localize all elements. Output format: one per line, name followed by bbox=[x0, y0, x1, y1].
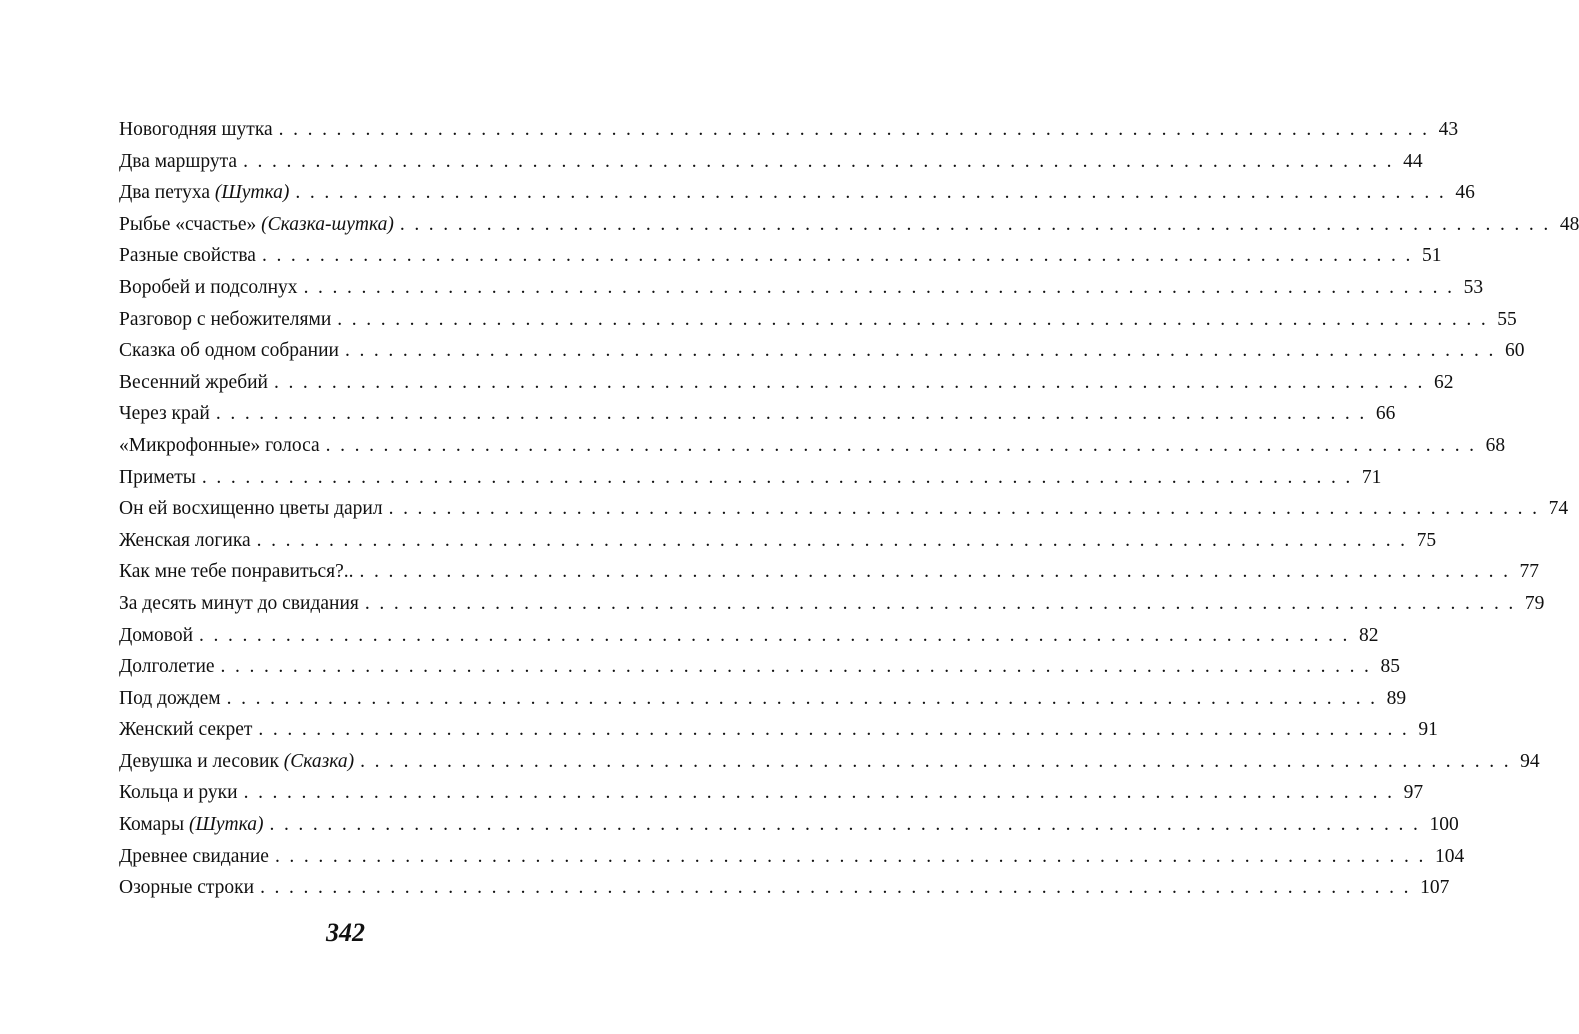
entry-title: Через край bbox=[119, 403, 210, 425]
dot-leader: ................................................................................ bbox=[295, 182, 1454, 204]
dot-leader: ................................................................................ bbox=[325, 434, 1484, 456]
dot-leader: ................................................................................ bbox=[273, 371, 1432, 393]
dot-leader: ................................................................................ bbox=[199, 624, 1358, 646]
toc-entry bbox=[119, 272, 1484, 304]
entry-title: Он ей восхищенно цветы дарил bbox=[119, 498, 383, 520]
entry-page-number: 91 bbox=[1418, 719, 1438, 741]
dot-leader: ................................................................................ bbox=[337, 308, 1496, 330]
toc-entry bbox=[119, 304, 1517, 336]
entry-page-number: 94 bbox=[1520, 750, 1540, 772]
toc-entry bbox=[119, 777, 1424, 809]
toc-entry bbox=[119, 462, 1382, 494]
dot-leader: ................................................................................ bbox=[399, 213, 1558, 235]
entry-subtitle: (Шутка) bbox=[214, 182, 290, 204]
toc-entry bbox=[119, 525, 1437, 557]
entry-subtitle: (Сказка-шутка) bbox=[261, 213, 394, 235]
dot-leader: ................................................................................ bbox=[220, 656, 1379, 678]
entry-subtitle: (Сказка) bbox=[283, 750, 355, 772]
entry-title: Сказка об одном собрании bbox=[119, 340, 339, 362]
toc-entry bbox=[119, 240, 1442, 272]
entry-title: Приметы bbox=[119, 466, 196, 488]
entry-page-number: 68 bbox=[1485, 434, 1506, 456]
entry-title: Озорные строки bbox=[119, 877, 255, 899]
entry-page-number: 55 bbox=[1497, 308, 1517, 330]
entry-page-number: 48 bbox=[1559, 213, 1579, 235]
dot-leader: ................................................................................ bbox=[201, 466, 1360, 488]
entry-page-number: 77 bbox=[1519, 561, 1540, 583]
toc-entry bbox=[119, 367, 1454, 399]
entry-title: Два петуха (Шутка) bbox=[119, 182, 290, 204]
toc-entry bbox=[119, 683, 1407, 715]
toc-entry bbox=[119, 588, 1545, 620]
toc-entry bbox=[119, 651, 1401, 683]
dot-leader: ................................................................................ bbox=[274, 845, 1433, 867]
entry-page-number: 74 bbox=[1548, 498, 1569, 520]
entry-title: Разные свойства bbox=[119, 245, 256, 267]
toc-entry bbox=[119, 430, 1506, 462]
entry-page-number: 66 bbox=[1375, 403, 1396, 425]
entry-page-number: 62 bbox=[1433, 371, 1454, 393]
entry-page-number: 82 bbox=[1359, 624, 1379, 646]
entry-title: Весенний жребий bbox=[119, 371, 268, 393]
dot-leader: ................................................................................ bbox=[261, 245, 1420, 267]
toc-entry bbox=[119, 809, 1459, 841]
page-number: 342 bbox=[326, 918, 365, 947]
entry-page-number: 104 bbox=[1434, 845, 1465, 867]
dot-leader: ................................................................................ bbox=[388, 498, 1547, 520]
dot-leader: ................................................................................ bbox=[269, 814, 1428, 836]
dot-leader: ................................................................................ bbox=[303, 276, 1462, 298]
dot-leader: ................................................................................ bbox=[226, 687, 1385, 709]
entry-title: Женский секрет bbox=[119, 719, 253, 741]
dot-leader: ................................................................................ bbox=[256, 529, 1415, 551]
entry-page-number: 107 bbox=[1420, 877, 1450, 899]
toc-entry bbox=[119, 335, 1525, 367]
entry-page-number: 46 bbox=[1455, 182, 1475, 204]
entry-title: Разговор с небожителями bbox=[119, 308, 332, 330]
entry-subtitle: (Шутка) bbox=[189, 814, 264, 836]
entry-title: Кольца и руки bbox=[119, 782, 238, 804]
dot-leader: ................................................................................ bbox=[360, 750, 1519, 772]
entry-title: Воробей и подсолнух bbox=[119, 276, 298, 298]
dot-leader: ................................................................................ bbox=[278, 119, 1437, 140]
entry-page-number: 97 bbox=[1403, 782, 1424, 804]
dot-leader: ................................................................................ bbox=[364, 592, 1523, 614]
entry-title: Два маршрута bbox=[119, 150, 238, 172]
entry-page-number: 53 bbox=[1463, 276, 1484, 298]
toc-entry bbox=[119, 114, 1459, 146]
entry-title: Древнее свидание bbox=[119, 845, 269, 867]
entry-page-number: 44 bbox=[1403, 150, 1423, 172]
toc-entry bbox=[119, 146, 1423, 178]
entry-page-number: 79 bbox=[1524, 592, 1545, 614]
entry-title: Долголетие bbox=[119, 656, 215, 678]
toc-entry bbox=[119, 556, 1540, 588]
entry-page-number: 51 bbox=[1421, 245, 1442, 267]
entry-title: Девушка и лесовик (Сказка) bbox=[119, 750, 355, 772]
entry-title: Как мне тебе понравиться?.. bbox=[119, 561, 354, 583]
dot-leader: ................................................................................ bbox=[260, 877, 1419, 899]
entry-title: Новогодняя шутка bbox=[119, 119, 273, 140]
entry-page-number: 60 bbox=[1504, 340, 1525, 362]
dot-leader: ................................................................................ bbox=[243, 782, 1402, 804]
entry-page-number: 71 bbox=[1361, 466, 1382, 488]
toc-entry bbox=[119, 493, 1569, 525]
entry-title: За десять минут до свидания bbox=[119, 592, 359, 614]
entry-page-number: 43 bbox=[1438, 119, 1459, 140]
entry-page-number: 85 bbox=[1380, 656, 1401, 678]
dot-leader: ................................................................................ bbox=[344, 340, 1503, 362]
toc-entry bbox=[119, 746, 1540, 778]
entry-title: Рыбье «счастье» (Сказка-шутка) bbox=[119, 213, 394, 235]
table-of-contents bbox=[119, 114, 1579, 904]
entry-title: Комары (Шутка) bbox=[119, 814, 264, 836]
toc-entry bbox=[119, 398, 1396, 430]
entry-page-number: 89 bbox=[1386, 687, 1407, 709]
entry-title: Домовой bbox=[119, 624, 194, 646]
entry-title: Под дождем bbox=[119, 687, 221, 709]
entry-page-number: 75 bbox=[1416, 529, 1437, 551]
toc-entry bbox=[119, 841, 1465, 873]
toc-entry bbox=[119, 714, 1438, 746]
toc-entry bbox=[119, 177, 1475, 209]
dot-leader: ................................................................................ bbox=[215, 403, 1374, 425]
entry-title: «Микрофонные» голоса bbox=[119, 434, 320, 456]
dot-leader: ................................................................................ bbox=[243, 150, 1402, 172]
toc-entry bbox=[119, 872, 1450, 904]
entry-page-number: 100 bbox=[1429, 814, 1459, 836]
dot-leader: ................................................................................ bbox=[258, 719, 1417, 741]
entry-title: Женская логика bbox=[119, 529, 251, 551]
toc-entry bbox=[119, 620, 1379, 652]
dot-leader: ................................................................................ bbox=[359, 561, 1518, 583]
toc-entry bbox=[119, 209, 1579, 241]
